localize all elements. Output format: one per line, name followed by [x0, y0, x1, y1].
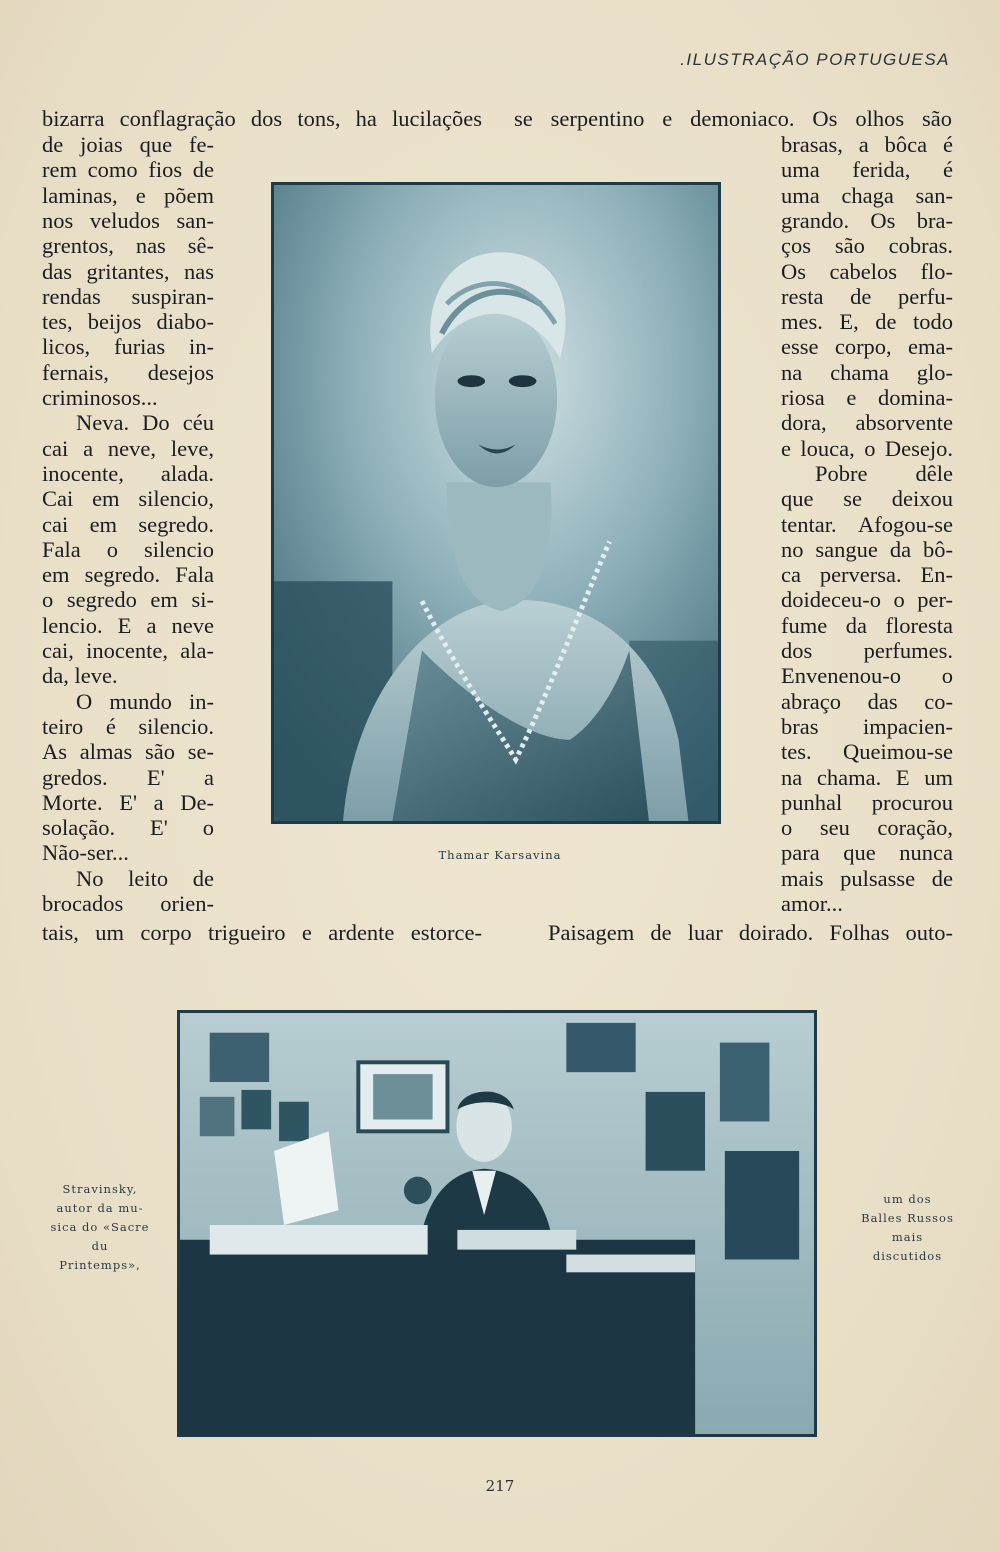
running-header: .ILUSTRAÇÃO PORTUGUESA	[680, 50, 950, 69]
text-line: grando. Os bra-	[781, 207, 953, 233]
text-line: na chama glo-	[781, 359, 953, 385]
text-line: dora, absorvente	[781, 410, 953, 436]
text-line: fernais, desejos	[42, 359, 214, 385]
text-line: rendas suspiran-	[42, 283, 214, 309]
stravinsky-caption-right: um dos Balles Russos mais discutidos	[861, 1192, 954, 1263]
text-line: criminosos...	[42, 385, 158, 410]
text-line: em segredo. Fala	[42, 562, 214, 588]
text-line: Neva. Do céu	[76, 410, 214, 436]
stravinsky-caption-left: Stravinsky, autor da mu- sica do «Sacre du Printemps»,	[50, 1182, 150, 1272]
text-line: Fala o silencio	[42, 536, 214, 562]
karsavina-caption: Thamar Karsavina	[438, 848, 562, 862]
text-line: o seu coração,	[781, 815, 953, 841]
text-line: punhal procurou	[781, 789, 953, 815]
text-line: brasas, a bôca é	[781, 132, 953, 157]
text-line: Envenenou-o o	[781, 663, 953, 689]
text-line: na chama. E um	[781, 764, 953, 790]
right-top-line: se serpentino e demoniaco. Os olhos são	[514, 106, 952, 131]
text-line: de joias que fe-	[42, 132, 214, 157]
text-line: rem como fios de	[42, 157, 214, 183]
text-line: teiro é silencio.	[42, 713, 214, 739]
text-line: brocados orien-	[42, 891, 214, 916]
text-line: amor...	[781, 891, 843, 916]
text-line: Os cabelos flo-	[781, 258, 953, 284]
text-line: laminas, e põem	[42, 182, 214, 208]
text-line: doideceu-o o per-	[781, 587, 953, 613]
text-line: para que nunca	[781, 840, 953, 866]
text-line: O mundo in-	[76, 688, 214, 714]
text-line: no sangue da bô-	[781, 536, 953, 562]
text-line: tes, beijos diabo-	[42, 309, 214, 335]
text-line: abraço das co-	[781, 688, 953, 714]
text-line: Não-ser...	[42, 840, 129, 866]
text-line: mes. E, de todo	[781, 309, 953, 335]
text-line: uma ferida, é	[781, 157, 953, 183]
text-line: dos perfumes.	[781, 638, 953, 663]
right-bottom-line: Paisagem de luar doirado. Folhas outo-	[548, 920, 953, 945]
text-line: Cai em silencio,	[42, 486, 214, 512]
text-line: resta de perfu-	[781, 283, 953, 309]
karsavina-photo	[271, 182, 721, 824]
text-line: grentos, nas sê-	[42, 233, 214, 259]
text-line: Morte. E' a De-	[42, 789, 214, 815]
text-line: As almas são se-	[42, 739, 214, 765]
text-line: esse corpo, ema-	[781, 334, 953, 360]
text-line: tentar. Afogou-se	[781, 511, 953, 537]
text-line: da, leve.	[42, 663, 118, 689]
text-line: ços são cobras.	[781, 233, 953, 259]
left-bottom-line: tais, um corpo trigueiro e ardente estorce-	[42, 920, 482, 945]
text-line: Pobre dêle	[815, 460, 953, 486]
text-line: gredos. E' a	[42, 764, 214, 790]
text-line: cai, inocente, ala-	[42, 638, 214, 663]
stravinsky-illustration	[180, 1013, 814, 1434]
text-line: nos veludos san-	[42, 207, 214, 233]
text-line: cai em segredo.	[42, 511, 214, 537]
text-line: solação. E' o	[42, 815, 214, 841]
left-top-line: bizarra conflagração dos tons, ha lucilações	[42, 106, 482, 131]
text-line: licos, furias in-	[42, 334, 214, 360]
text-line: e louca, o Desejo.	[781, 435, 953, 461]
portrait-illustration	[274, 185, 718, 821]
text-line: riosa e domina-	[781, 385, 953, 410]
text-line: uma chaga san-	[781, 182, 953, 208]
text-line: cai a neve, leve,	[42, 435, 214, 461]
text-line: ca perversa. En-	[781, 562, 953, 588]
text-line: lencio. E a neve	[42, 612, 214, 638]
text-line: das gritantes, nas	[42, 258, 214, 284]
text-line: inocente, alada.	[42, 460, 214, 486]
text-line: No leito de	[76, 865, 214, 891]
text-line: que se deixou	[781, 486, 953, 512]
text-line: tes. Queimou-se	[781, 739, 953, 765]
text-line: bras impacien-	[781, 713, 953, 739]
text-line: fume da floresta	[781, 612, 953, 638]
text-line: o segredo em si-	[42, 587, 214, 613]
page-number: 217	[485, 1477, 515, 1495]
stravinsky-photo	[177, 1010, 817, 1437]
text-line: mais pulsasse de	[781, 865, 953, 891]
